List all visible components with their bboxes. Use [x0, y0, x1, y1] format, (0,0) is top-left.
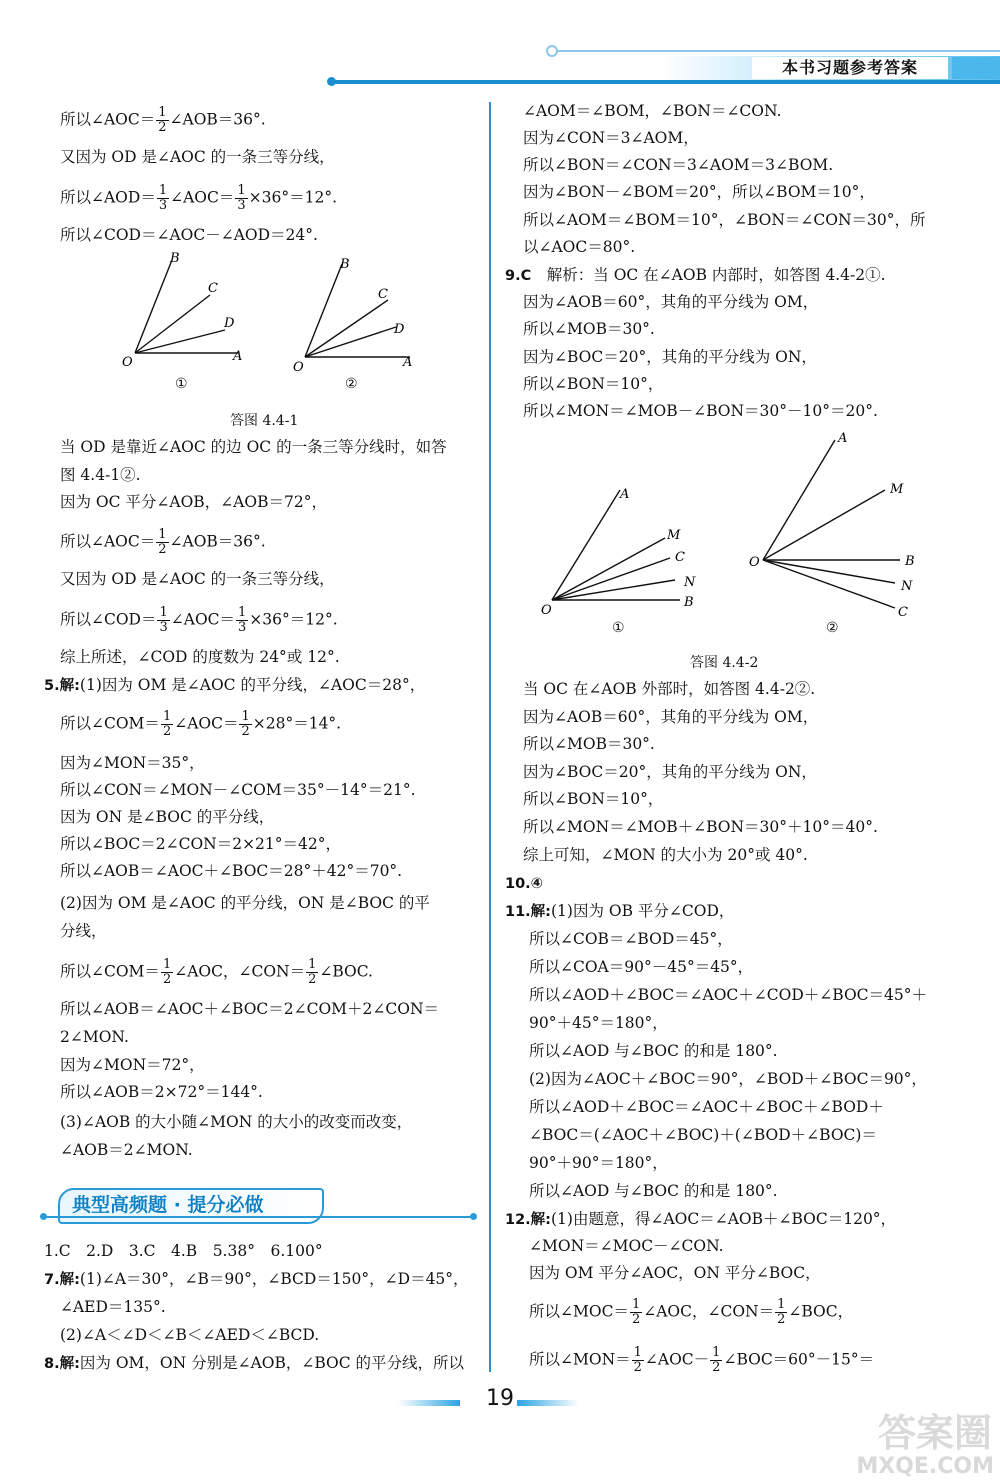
svg-text:N: N — [684, 575, 696, 590]
text-line: 因为∠CON＝3∠AOM， — [523, 129, 699, 147]
question-line: 11.解:(1)因为 OB 平分∠COD， — [505, 902, 735, 920]
svg-text:A: A — [620, 487, 630, 502]
header-rule — [333, 80, 1000, 84]
text-line: 所以∠CON＝∠MON－∠COM＝35°－14°＝21°. — [60, 781, 416, 799]
text-line: 因为 OM 平分∠AOC，ON 平分∠BOC， — [529, 1264, 821, 1282]
svg-text:C: C — [208, 281, 218, 296]
svg-text:O: O — [749, 555, 760, 570]
svg-text:D: D — [394, 322, 405, 337]
text-line: 以∠AOC＝80°. — [523, 238, 636, 256]
text-line: 因为∠BON－∠BOM＝20°，所以∠BOM＝10°， — [523, 183, 875, 201]
text-line: 所以∠AOB＝2×72°＝144°. — [60, 1083, 263, 1101]
text-line: 所以∠AOD 与∠BOC 的和是 180°. — [529, 1042, 778, 1060]
watermark-bottom: MXQE.COM — [856, 1454, 994, 1479]
header-rule-dot — [327, 77, 336, 86]
text-line: 所以∠AOD 与∠BOC 的和是 180°. — [529, 1182, 778, 1200]
page-number: 19 — [486, 1386, 514, 1411]
svg-text:O: O — [293, 360, 304, 375]
svg-text:C: C — [898, 605, 908, 620]
text-line: 图 4.4-1②. — [60, 466, 141, 484]
svg-text:N: N — [901, 579, 913, 594]
text-line: ∠AOM＝∠BOM，∠BON＝∠CON. — [523, 102, 782, 120]
svg-text:A: A — [403, 355, 413, 370]
text-line: 所以∠AOB＝∠AOC＋∠BOC＝28°＋42°＝70°. — [60, 862, 403, 880]
header-title: 本书习题参考答案 — [752, 57, 948, 79]
text-line: 所以∠MON＝∠MOB＋∠BON＝30°＋10°＝40°. — [523, 818, 878, 836]
figure-caption: 答图 4.4-1 — [230, 413, 299, 429]
question-line: 9.C 解析：当 OC 在∠AOB 内部时，如答图 4.4-2①. — [505, 266, 886, 284]
figure-sub-label: ① — [175, 376, 188, 392]
svg-text:B: B — [905, 554, 915, 569]
text-line: 所以∠AOM＝∠BOM＝10°，∠BON＝∠CON＝30°，所 — [523, 211, 926, 229]
text-line: ∠AOB＝2∠MON. — [60, 1141, 193, 1159]
text-line: 所以∠AOD＋∠BOC＝∠AOC＋∠BOC＋∠BOD＋ — [529, 1098, 884, 1116]
svg-text:B: B — [170, 251, 180, 266]
text-line: 因为∠AOB＝60°，其角的平分线为 OM， — [523, 708, 819, 726]
svg-text:O: O — [122, 355, 133, 370]
svg-text:C: C — [675, 550, 685, 565]
answer-line: 1.C 2.D 3.C 4.B 5.38° 6.100° — [44, 1242, 323, 1260]
header-thin-line — [552, 50, 1000, 52]
text-line: ∠AED＝135°. — [60, 1298, 166, 1316]
text-line: 所以∠MOB＝30°. — [523, 320, 655, 338]
watermark-logo — [812, 1412, 1000, 1483]
text-line: 所以∠AOC＝ $\frac{1}{2}$ ∠AOB＝36°. — [60, 105, 266, 135]
question-line: 7.解:(1)∠A＝30°，∠B＝90°，∠BCD＝150°，∠D＝45°， — [44, 1270, 469, 1288]
svg-text:O: O — [541, 603, 552, 618]
text-line: 所以∠BON＝∠CON＝3∠AOM＝3∠BOM. — [523, 156, 834, 174]
text-line: 2∠MON. — [60, 1028, 129, 1046]
text-line: 所以∠BOC＝2∠CON＝2×21°＝42°， — [60, 835, 342, 853]
figure-caption: 答图 4.4-2 — [690, 655, 759, 671]
text-line: 因为 ON 是∠BOC 的平分线， — [60, 808, 275, 826]
text-line: 90°＋90°＝180°， — [529, 1154, 668, 1172]
text-line: 所以∠MON＝ $\frac{1}{2}$ ∠AOC－ $\frac{1}{2}$ ∠BOC＝60°－15°＝ — [529, 1345, 875, 1375]
svg-text:A: A — [233, 349, 243, 364]
text-line: 又因为 OD 是∠AOC 的一条三等分线， — [60, 148, 335, 166]
text-line: 因为∠BOC＝20°，其角的平分线为 ON， — [523, 763, 817, 781]
text-line: 所以∠AOC＝ $\frac{1}{2}$ ∠AOB＝36°. — [60, 527, 266, 557]
figure-4-4-1 — [110, 250, 430, 400]
column-divider — [489, 102, 491, 1372]
text-line: 所以∠BON＝10°， — [523, 375, 664, 393]
text-line: 因为∠AOB＝60°，其角的平分线为 OM， — [523, 293, 819, 311]
svg-text:A: A — [838, 431, 848, 446]
text-line: 当 OD 是靠近∠AOC 的边 OC 的一条三等分线时，如答 — [60, 438, 447, 456]
text-line: 所以∠AOD＋∠BOC＝∠AOC＋∠COD＋∠BOC＝45°＋ — [529, 986, 927, 1004]
text-line: (2)因为 OM 是∠AOC 的平分线，ON 是∠BOC 的平 — [60, 894, 430, 912]
text-line: 所以∠COA＝90°－45°＝45°， — [529, 958, 754, 976]
section-title: 典型高频题 · 提分必做 — [72, 1194, 264, 1216]
text-line: 所以∠BON＝10°， — [523, 790, 664, 808]
section-rule-dot — [470, 1213, 477, 1220]
text-line: 综上所述，∠COD 的度数为 24°或 12°. — [60, 648, 340, 666]
text-line: 又因为 OD 是∠AOC 的一条三等分线， — [60, 570, 335, 588]
text-line: 因为 OC 平分∠AOB，∠AOB＝72°， — [60, 493, 327, 511]
text-line: 综上可知，∠MON 的大小为 20°或 40°. — [523, 846, 808, 864]
text-line: 所以∠MON＝∠MOB－∠BON＝30°－10°＝20°. — [523, 402, 878, 420]
text-line: 因为∠MON＝72°， — [60, 1056, 205, 1074]
figure-sub-label: ② — [345, 376, 358, 392]
question-line: 10.④ — [505, 876, 543, 892]
svg-text:M: M — [890, 482, 904, 497]
question-line: 8.解:因为 OM，ON 分别是∠AOB，∠BOC 的平分线，所以 — [44, 1354, 465, 1372]
text-line: 所以∠MOC＝ $\frac{1}{2}$ ∠AOC，∠CON＝ $\frac{1}{2}$ ∠BOC， — [529, 1297, 854, 1327]
text-line: 所以∠COB＝∠BOD＝45°， — [529, 930, 733, 948]
text-line: ∠BOC＝(∠AOC＋∠BOC)＋(∠BOD＋∠BOC)＝ — [529, 1126, 877, 1144]
svg-text:D: D — [224, 316, 235, 331]
text-line: 所以∠AOB＝∠AOC＋∠BOC＝2∠COM＋2∠CON＝ — [60, 1000, 440, 1018]
text-line: (2)因为∠AOC＋∠BOC＝90°，∠BOD＋∠BOC＝90°， — [529, 1070, 927, 1088]
question-line: 12.解:(1)由题意，得∠AOC＝∠AOB＋∠BOC＝120°， — [505, 1210, 897, 1228]
svg-text:B: B — [340, 257, 350, 272]
text-line: 当 OC 在∠AOB 外部时，如答图 4.4-2②. — [523, 680, 816, 698]
text-line: ∠MON＝∠MOC－∠CON. — [529, 1237, 724, 1255]
svg-text:B: B — [684, 595, 694, 610]
header-tail-block — [952, 57, 1000, 79]
text-line: 所以∠COD＝ $\frac{1}{3}$ ∠AOC＝ $\frac{1}{3}$ ×36°＝12°. — [60, 605, 338, 635]
section-rule — [44, 1216, 476, 1218]
watermark-top: 答案圈 — [877, 1411, 992, 1455]
text-line: 所以∠AOD＝ $\frac{1}{3}$ ∠AOC＝ $\frac{1}{3}$ ×36°＝12°. — [60, 183, 338, 213]
text-line: 所以∠COD＝∠AOC－∠AOD＝24°. — [60, 226, 318, 244]
figure-4-4-2 — [535, 428, 925, 628]
question-line: 5.解:(1)因为 OM 是∠AOC 的平分线，∠AOC＝28°， — [44, 676, 426, 694]
svg-text:C: C — [378, 287, 388, 302]
section-rule-dot — [40, 1213, 47, 1220]
text-line: 所以∠COM＝ $\frac{1}{2}$ ∠AOC，∠CON＝ $\frac{1}{2}$ ∠BOC. — [60, 957, 373, 987]
text-line: 所以∠COM＝ $\frac{1}{2}$ ∠AOC＝ $\frac{1}{2}$ ×28°＝14°. — [60, 709, 342, 739]
text-line: 因为∠MON＝35°， — [60, 754, 205, 772]
figure-sub-label: ② — [826, 620, 839, 636]
figure-sub-label: ① — [612, 620, 625, 636]
text-line: (2)∠A＜∠D＜∠B＜∠AED＜∠BCD. — [60, 1326, 320, 1344]
text-line: 分线， — [60, 922, 107, 940]
text-line: 所以∠MOB＝30°. — [523, 735, 655, 753]
svg-text:M: M — [667, 528, 681, 543]
text-line: 90°＋45°＝180°， — [529, 1014, 668, 1032]
page-number-deco-left — [398, 1400, 460, 1406]
text-line: 因为∠BOC＝20°，其角的平分线为 ON， — [523, 348, 817, 366]
page-number-deco-right — [517, 1400, 579, 1406]
header-ring-dot — [546, 45, 558, 57]
text-line: (3)∠AOB 的大小随∠MON 的大小的改变而改变， — [60, 1113, 413, 1131]
